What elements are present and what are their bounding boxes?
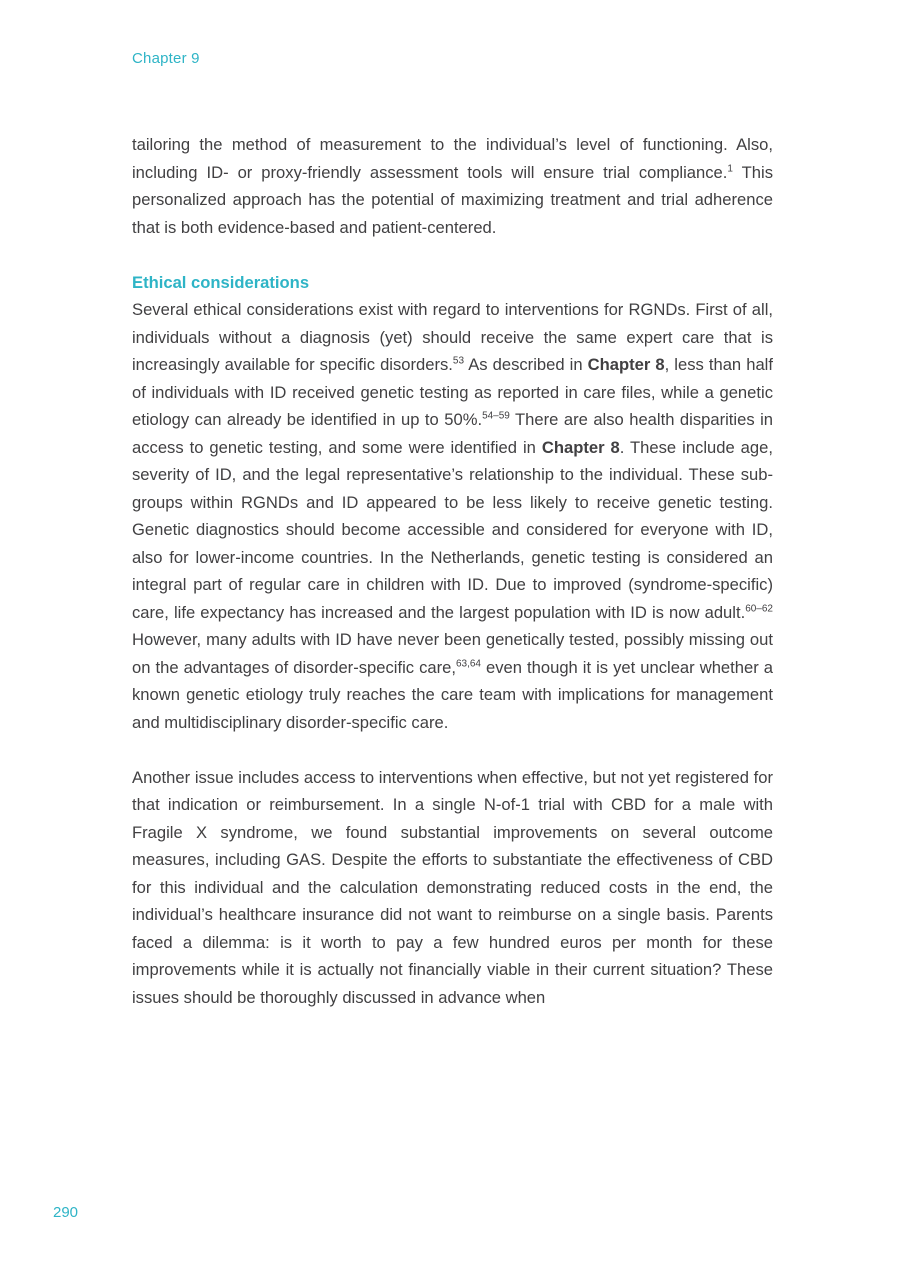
text-run: However, many adults with ID have never been genetically tested, possibly missing out on the advantages of disorder-specific care,: [132, 630, 773, 677]
reference-superscript: 63,64: [455, 657, 481, 669]
page-number: 290: [53, 1204, 79, 1221]
text-run: Several ethical considerations exist with regard to interventions for RGNDs. First of all, individuals without a diagnosis (yet) should receive the same expert care that is increasingly available for specific disorders.: [132, 300, 773, 374]
body-paragraph: [132, 296, 773, 736]
bold-text-run: Chapter 8: [541, 437, 620, 457]
body-paragraph: [132, 131, 773, 241]
text-run: . These include age, severity of ID, and the legal representative’s relationship to the individual. These sub-groups within RGNDs and ID appeared to be less likely to receive genetic testing. Genetic diagnostics should become accessible and considered for everyone with ID, also for lower-income countries. In the Netherlands, genetic testing is considered an integral part of regular care in children with ID. Due to improved (syndrome-specific) care, life expectancy has increased and the largest population with ID is now adult.: [132, 437, 773, 622]
text-run: As described in: [464, 355, 588, 374]
text-run: There are also health disparities in access to genetic testing, and some were identified in: [132, 410, 774, 457]
text-run: , less than half of individuals with ID received genetic testing as reported in care files, while a genetic etiology can already be identified in up to 50%.: [132, 355, 773, 429]
reference-superscript: 54–59: [482, 410, 510, 422]
section-heading: [132, 269, 773, 297]
reference-superscript: 53: [452, 355, 465, 367]
text-run: tailoring the method of measurement to the individual’s level of functioning. Also, including ID- or proxy-friendly assessment tools will ensure trial compliance.: [132, 135, 773, 182]
reference-superscript: 1: [727, 162, 733, 174]
reference-superscript: 60–62: [745, 602, 773, 614]
body-paragraph: [132, 764, 773, 1012]
text-run: This personalized approach has the potential of maximizing treatment and trial adherence that is both evidence-based and patient-centered.: [132, 162, 773, 237]
text-run: Another issue includes access to interventions when effective, but not yet registered for that indication or reimbursement. In a single N-of-1 trial with CBD for a male with Fragile X syndrome, we found substantial improvements on several outcome measures, including GAS. Despite the efforts to substantiate the effectiveness of CBD for this individual and the calculation demonstrating reduced costs in the end, the individual’s healthcare insurance did not want to reimburse on a single basis. Parents faced a dilemma: is it worth to pay a few hundred euros per month for these improvements while it is actually not financially viable in their current situation? These issues should be thoroughly discussed in advance when: [132, 767, 773, 1007]
bold-text-run: Chapter 8: [587, 355, 665, 374]
text-run: even though it is yet unclear whether a known genetic etiology truly reaches the care team with implications for management and multidisciplinary disorder-specific care.: [132, 657, 773, 732]
page-body: [132, 131, 773, 1011]
running-header: Chapter 9: [132, 50, 200, 67]
text-run: Ethical considerations: [132, 272, 310, 292]
